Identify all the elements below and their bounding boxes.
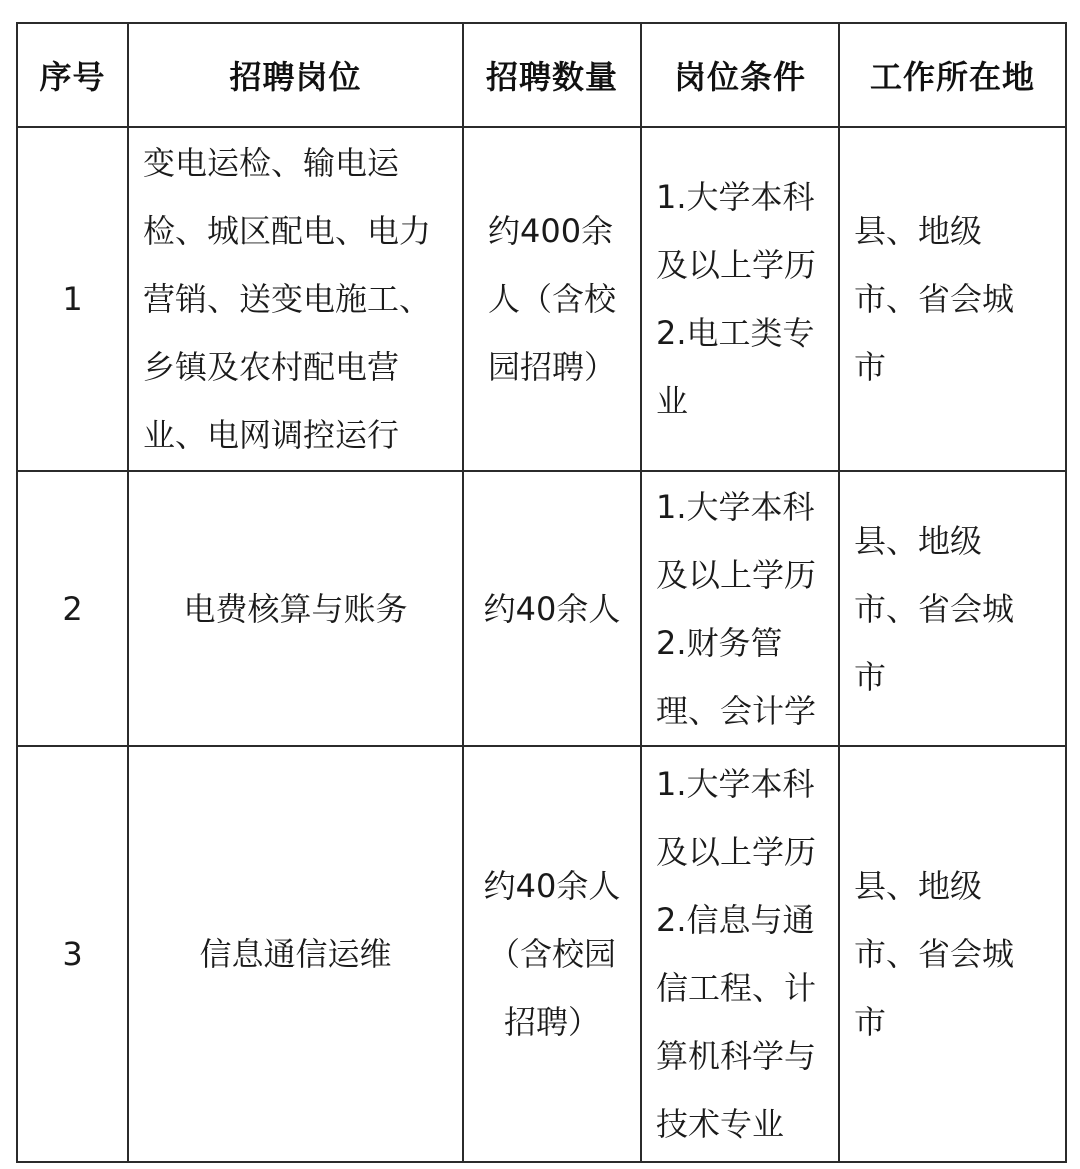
requirement-line: 2.信息与通 bbox=[656, 901, 815, 939]
requirement-line: 信工程、计 bbox=[656, 969, 817, 1007]
row-position bbox=[128, 746, 463, 1162]
requirement-line: 算机科学与 bbox=[656, 1037, 817, 1075]
row-requirements bbox=[641, 471, 839, 746]
requirement-line: 及以上学历 bbox=[656, 555, 817, 594]
row-requirements bbox=[641, 127, 839, 471]
requirement-line: 1.大学本科 bbox=[656, 178, 815, 216]
row-location bbox=[839, 746, 1066, 1162]
location-line: 县、地级 bbox=[854, 867, 983, 905]
recruitment-table bbox=[16, 22, 1067, 1163]
position-line: 电费核算与账务 bbox=[183, 589, 408, 628]
position-line: 营销、送变电施工、 bbox=[143, 280, 432, 318]
row-seq: 1 bbox=[17, 127, 128, 471]
row-location bbox=[839, 127, 1066, 471]
row-count bbox=[463, 746, 641, 1162]
requirement-line: 业 bbox=[656, 382, 689, 420]
location-line: 市 bbox=[854, 1003, 887, 1041]
location-line: 市、省会城 bbox=[854, 280, 1015, 318]
recruitment-table-container bbox=[16, 22, 1065, 1161]
position-line: 检、城区配电、电力 bbox=[143, 212, 432, 250]
requirement-line: 1.大学本科 bbox=[656, 765, 815, 803]
position-line: 信息通信运维 bbox=[199, 935, 392, 973]
header-count: 招聘数量 bbox=[463, 23, 641, 127]
location-line: 县、地级 bbox=[854, 521, 983, 560]
row-seq: 3 bbox=[17, 746, 128, 1162]
location-line: 市 bbox=[854, 348, 887, 386]
count-line: 园招聘） bbox=[488, 348, 617, 386]
position-line: 业、电网调控运行 bbox=[143, 416, 400, 454]
count-line: 招聘） bbox=[503, 1003, 600, 1041]
requirement-line: 及以上学历 bbox=[656, 833, 817, 871]
count-line: 约40余人 bbox=[483, 589, 621, 628]
location-line: 市、省会城 bbox=[854, 589, 1015, 628]
row-position bbox=[128, 127, 463, 471]
position-line: 乡镇及农村配电营 bbox=[143, 348, 400, 386]
header-requirements: 岗位条件 bbox=[641, 23, 839, 127]
position-line: 变电运检、输电运 bbox=[143, 144, 400, 182]
row-location bbox=[839, 471, 1066, 746]
location-line: 市 bbox=[854, 657, 887, 696]
count-line: （含校园 bbox=[487, 935, 616, 973]
requirement-line: 技术专业 bbox=[656, 1105, 785, 1143]
requirement-line: 2.财务管 bbox=[656, 623, 783, 662]
requirement-line: 2.电工类专 bbox=[656, 314, 815, 352]
requirement-line: 及以上学历 bbox=[656, 246, 817, 284]
count-line: 约40余人 bbox=[483, 867, 621, 905]
requirement-line: 1.大学本科 bbox=[656, 487, 815, 526]
table-row bbox=[17, 746, 1066, 1162]
header-seq: 序号 bbox=[17, 23, 128, 127]
header-position: 招聘岗位 bbox=[128, 23, 463, 127]
row-requirements bbox=[641, 746, 839, 1162]
count-line: 人（含校 bbox=[488, 280, 617, 318]
row-position bbox=[128, 471, 463, 746]
row-count bbox=[463, 127, 641, 471]
table-row bbox=[17, 127, 1066, 471]
location-line: 市、省会城 bbox=[854, 935, 1015, 973]
location-line: 县、地级 bbox=[854, 212, 983, 250]
row-seq: 2 bbox=[17, 471, 128, 746]
header-location: 工作所在地 bbox=[839, 23, 1066, 127]
header-row bbox=[17, 23, 1066, 127]
count-line: 约400余 bbox=[488, 212, 614, 250]
row-count bbox=[463, 471, 641, 746]
requirement-line: 理、会计学 bbox=[656, 691, 817, 730]
table-row bbox=[17, 471, 1066, 746]
